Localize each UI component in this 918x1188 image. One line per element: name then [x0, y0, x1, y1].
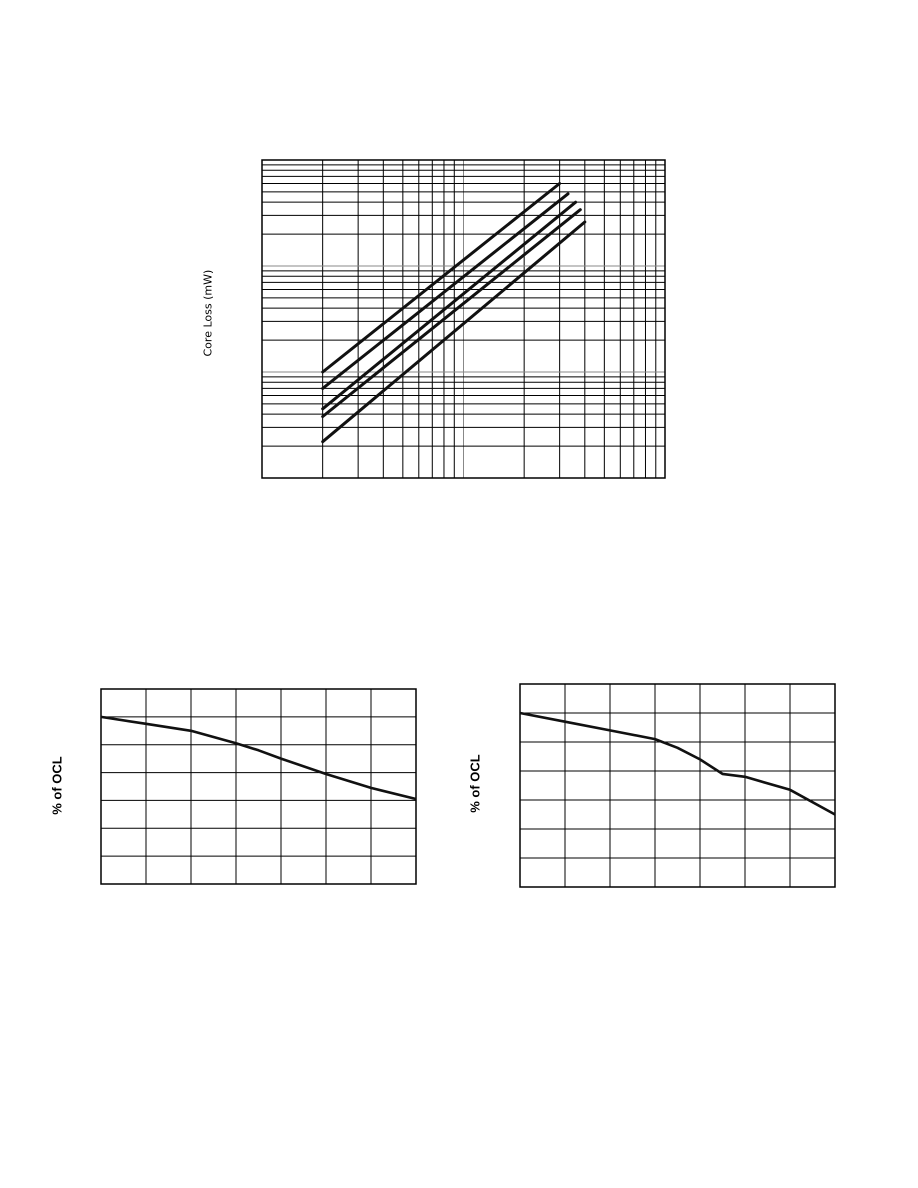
core-loss-chart — [261, 159, 666, 479]
core-loss-series-line-3 — [323, 202, 576, 409]
ocl-chart-right — [519, 683, 836, 888]
ocl-chart-left — [100, 688, 417, 885]
plot-frame — [520, 684, 835, 887]
core-loss-series-line-2 — [323, 194, 568, 389]
ocl-series-line — [101, 717, 416, 799]
ocl-plot-right — [519, 683, 836, 888]
ocl-left-y-axis-label: % of OCL — [49, 756, 65, 815]
ocl-plot-left — [100, 688, 417, 885]
core-loss-y-axis-label: Core Loss (mW) — [201, 269, 215, 357]
core-loss-series-line-4 — [323, 210, 581, 417]
core-loss-series-line-5 — [323, 222, 585, 442]
ocl-series-line — [520, 713, 835, 815]
core-loss-plot — [261, 159, 666, 479]
ocl-right-y-axis-label: % of OCL — [467, 754, 483, 813]
